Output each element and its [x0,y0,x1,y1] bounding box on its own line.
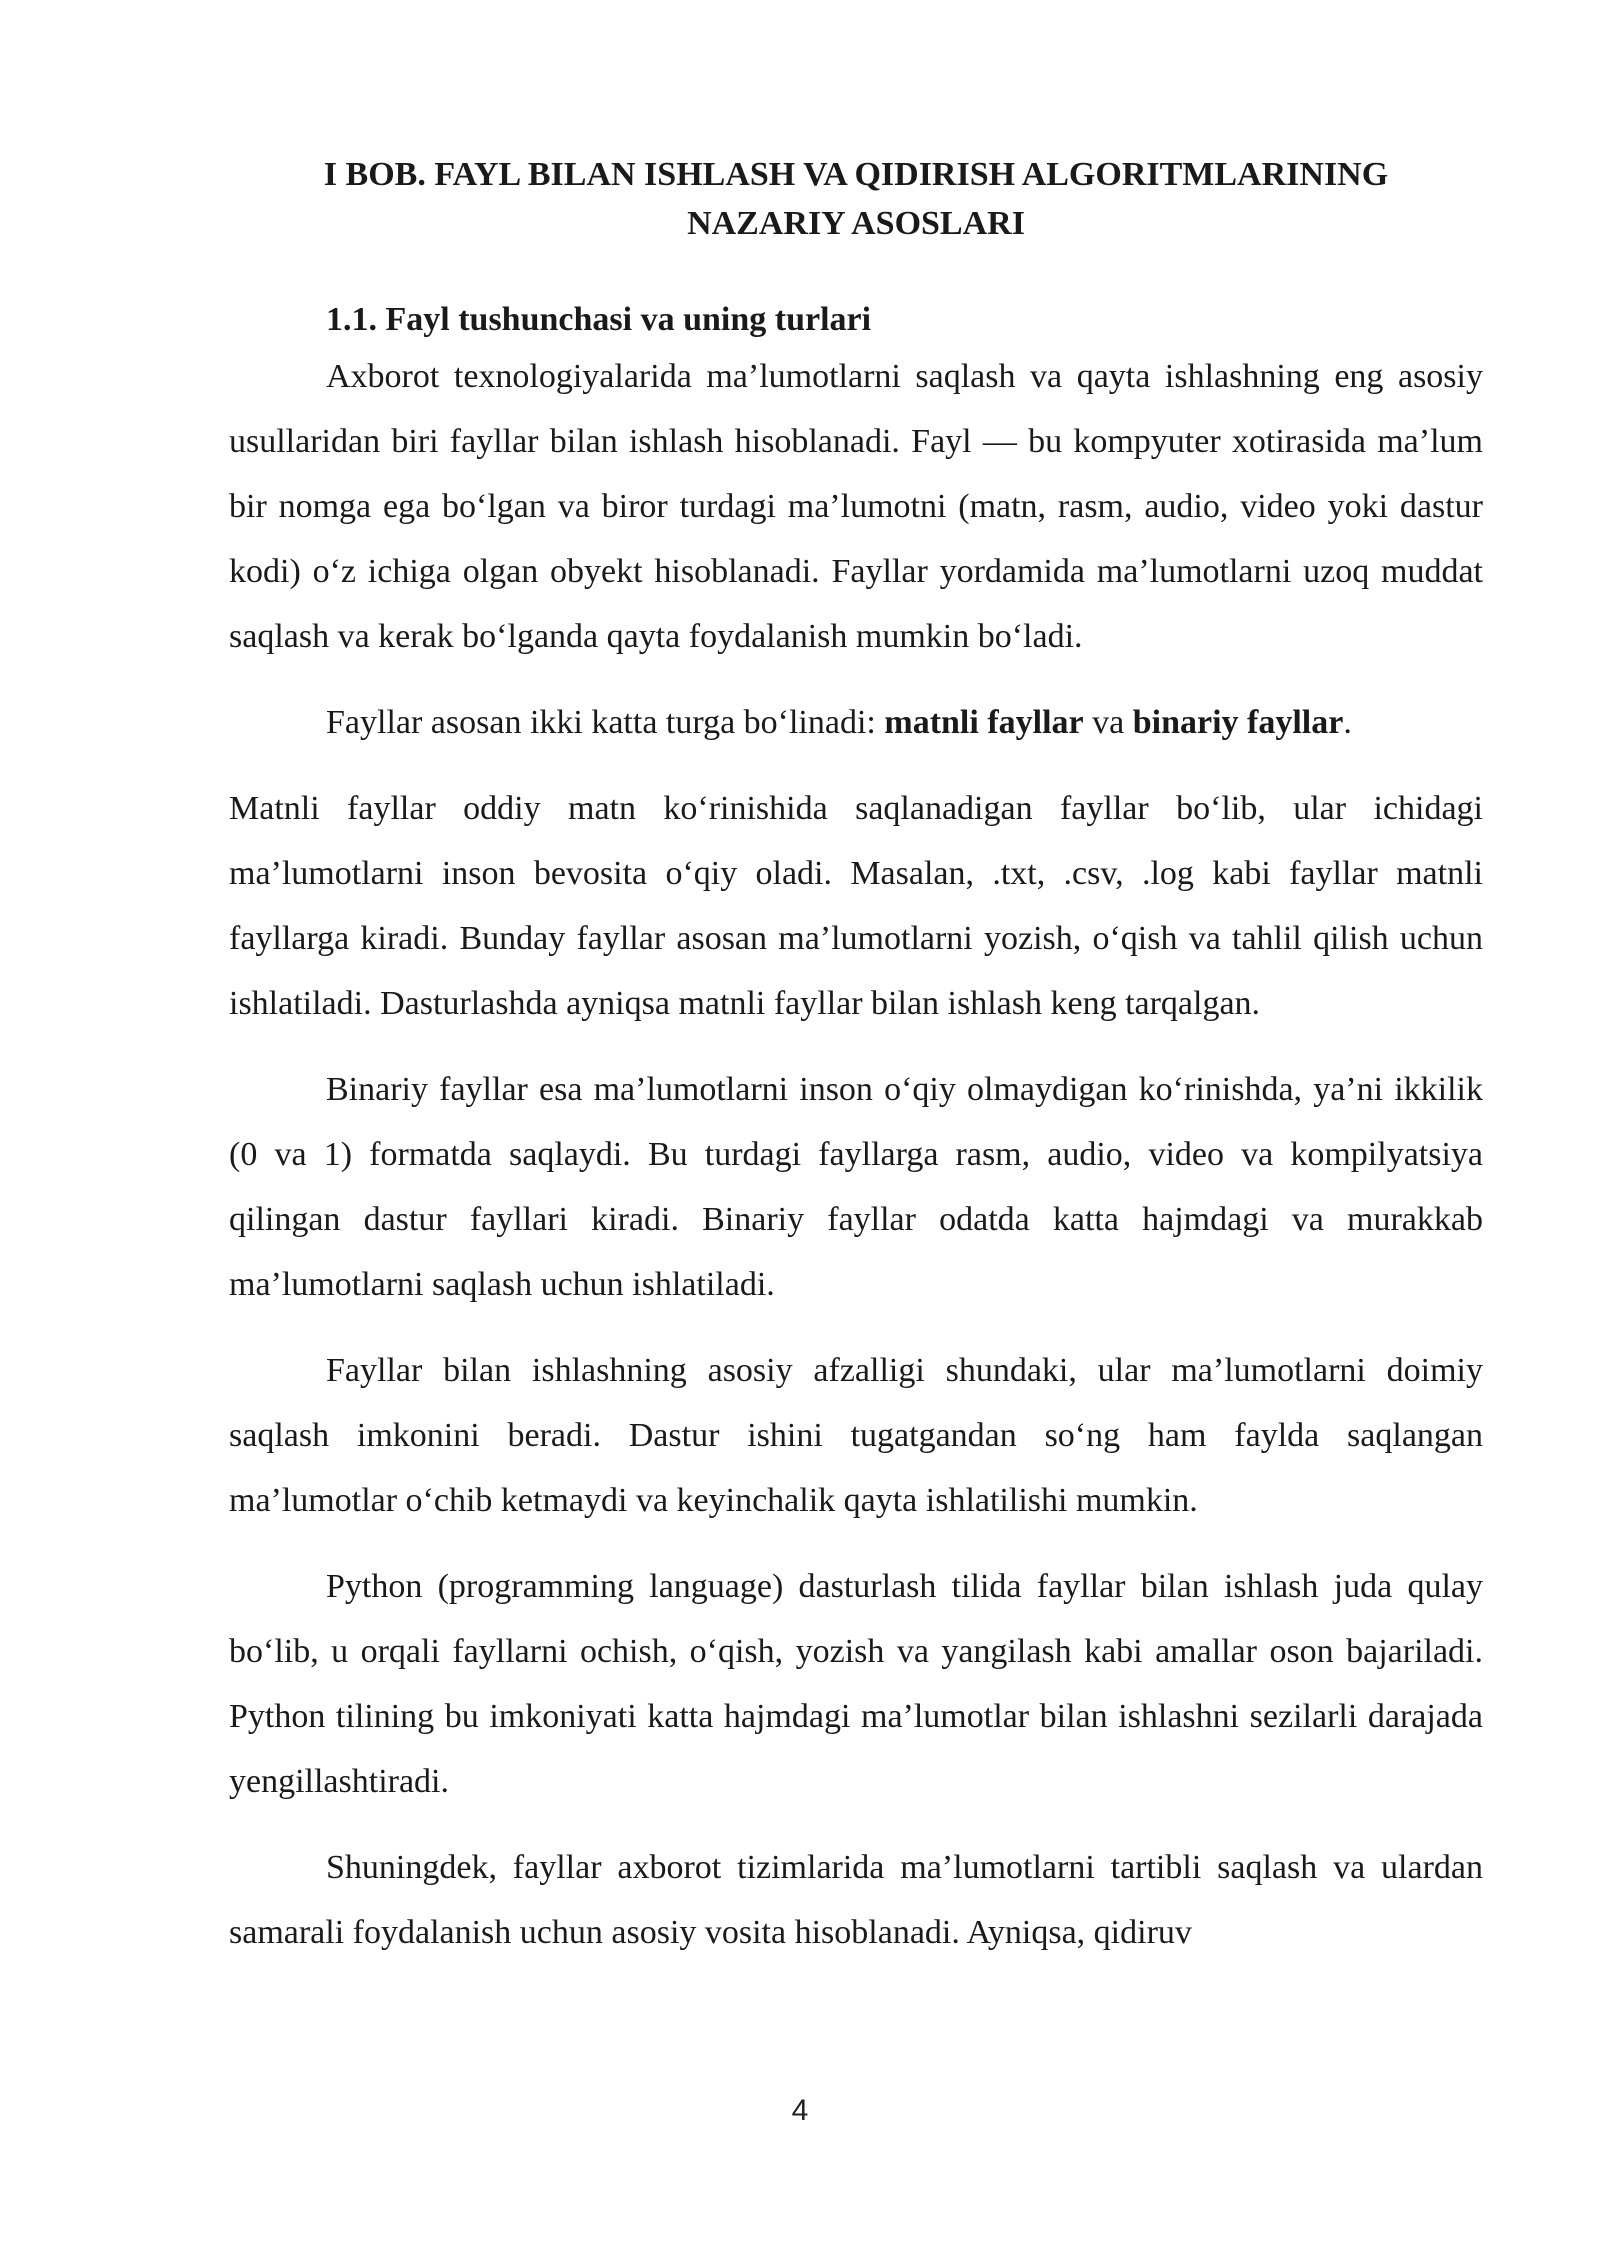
paragraph-file-types [229,690,1483,755]
bold-text-text-files: matnli fayllar [884,704,1084,741]
paragraph-text-files: Matnli fayllar oddiy matn ko‘rinishida saqlanadigan fayllar bo‘lib, ular ichidagi ma’lumotlarni inson bevosita o‘qiy oladi. Masalan, .txt, .csv, .log kabi fayllar matnli fayllarga kiradi. Bunday fayllar asosan ma’lumotlarni yozish, o‘qish va tahlil qilish uchun ishlatiladi. Dasturlashda ayniqsa matnli fayllar bilan ishlash keng tarqalgan. [229,790,1483,1022]
paragraph-file-definition: Axborot texnologiyalarida ma’lumotlarni saqlash va qayta ishlashning eng asosiy usullaridan biri fayllar bilan ishlash hisoblanadi. Fayl — bu kompyuter xotirasida ma’lum bir nomga ega bo‘lgan va biror turdagi ma’lumotni (matn, rasm, audio, video yoki dastur kodi) o‘z ichiga olgan obyekt hisoblanadi. Fayllar yordamida ma’lumotlarni uzoq muddat saqlash va kerak bo‘lganda qayta foydalanish mumkin bo‘ladi. [229,358,1483,655]
chapter-title: I BOB. FAYL BILAN ISHLASH VA QIDIRISH ALGORITMLARINING NAZARIY ASOSLARI [323,156,1389,242]
bold-text-binary-files: binariy fayllar [1132,704,1344,741]
page-content [229,150,1483,1965]
paragraph-binary-files: Binariy fayllar esa ma’lumotlarni inson o‘qiy olmaydigan ko‘rinishda, ya’ni ikkilik (0 va 1) formatda saqlaydi. Bu turdagi fayllarga rasm, audio, video va kompilyatsiya qilingan dastur fayllari kiradi. Binariy fayllar odatda katta hajmdagi va murakkab ma’lumotlarni saqlash uchun ishlatiladi. [229,1071,1483,1303]
file-types-conjunction: va [1083,704,1133,741]
paragraph-python: Python (programming language) dasturlash tilida fayllar bilan ishlash juda qulay bo‘lib, u orqali fayllarni ochish, o‘qish, yozish va yangilash kabi amallar oson bajariladi. Python tilining bu imkoniyati katta hajmdagi ma’lumotlar bilan ishlashni sezilarli darajada yengillashtiradi. [229,1568,1483,1800]
file-types-text: Fayllar asosan ikki katta turga bo‘linadi: [326,704,885,741]
section-heading: 1.1. Fayl tushunchasi va uning turlari [326,301,872,338]
page-number: 4 [791,2094,809,2127]
file-types-period: . [1343,704,1352,741]
paragraph-information-systems: Shuningdek, fayllar axborot tizimlarida ma’lumotlarni tartibli saqlash va ulardan samarali foydalanish uchun asosiy vosita hisoblanadi. Ayniqsa, qidiruv [229,1849,1483,1951]
paragraph-advantages: Fayllar bilan ishlashning asosiy afzalligi shundaki, ular ma’lumotlarni doimiy saqlash imkonini beradi. Dastur ishini tugatgandan so‘ng ham faylda saqlangan ma’lumotlar o‘chib ketmaydi va keyinchalik qayta ishlatilishi mumkin. [229,1352,1483,1519]
